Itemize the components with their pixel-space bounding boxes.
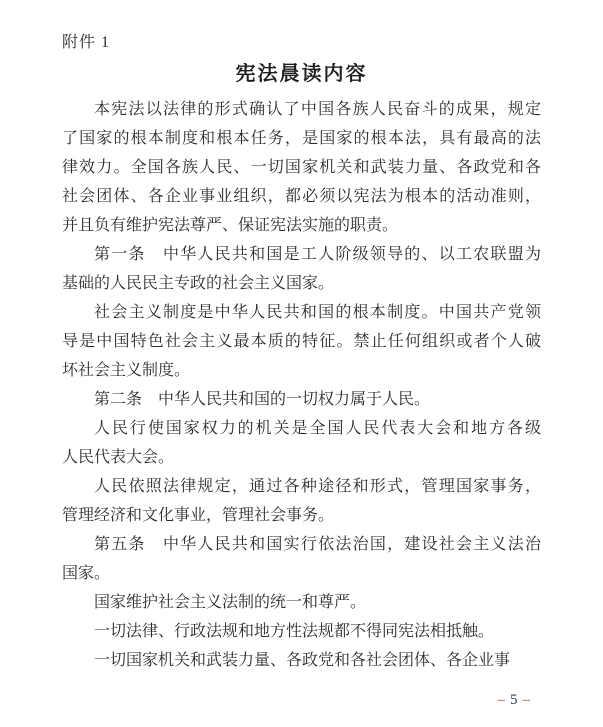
text-line: 一切法律、行政法规和地方性法规都不得同宪法相抵触。 [94, 623, 495, 640]
page-number-dash-left: – [497, 692, 506, 708]
text-line: 基础的人民民主专政的社会主义国家。 [62, 275, 335, 292]
text-line: 导是中国特色社会主义最本质的特征。禁止任何组织或者个人破 [62, 333, 541, 350]
text-line: 社会团体、各企业事业组织，都必须以宪法为根本的活动准则， [62, 188, 541, 205]
text-line: 人民依照法律规定，通过各种途径和形式，管理国家事务， [94, 478, 541, 495]
text-line: 并且负有维护宪法尊严、保证宪法实施的职责。 [62, 217, 399, 234]
page-number [494, 692, 536, 709]
page-title: 宪法晨读内容 [235, 63, 368, 85]
text-line: 了国家的根本制度和根本任务，是国家的根本法，具有最高的法 [62, 130, 541, 147]
page-number-dash-right: – [522, 692, 531, 708]
text-line: 一切国家机关和武装力量、各政党和各社会团体、各企业事 [94, 652, 511, 669]
text-line: 人民行使国家权力的机关是全国人民代表大会和地方各级 [94, 420, 541, 437]
text-line: 坏社会主义制度。 [62, 362, 191, 379]
text-line: 第五条 中华人民共和国实行依法治国，建设社会主义法治 [94, 536, 541, 553]
text-line: 律效力。全国各族人民、一切国家机关和武装力量、各政党和各 [62, 159, 541, 176]
text-line: 第一条 中华人民共和国是工人阶级领导的、以工农联盟为 [94, 246, 541, 263]
text-line: 管理经济和文化事业，管理社会事务。 [62, 507, 335, 524]
attachment-label: 附件 1 [62, 34, 111, 51]
page-number-value: 5 [510, 692, 519, 708]
text-line: 第二条 中华人民共和国的一切权力属于人民。 [94, 391, 431, 408]
text-line: 国家。 [62, 565, 111, 582]
text-line: 本宪法以法律的形式确认了中国各族人民奋斗的成果，规定 [94, 101, 541, 118]
body-text [62, 95, 541, 675]
text-line: 国家维护社会主义法制的统一和尊严。 [94, 594, 367, 611]
text-line: 人民代表大会。 [62, 449, 175, 466]
text-line: 社会主义制度是中华人民共和国的根本制度。中国共产党领 [94, 304, 541, 321]
